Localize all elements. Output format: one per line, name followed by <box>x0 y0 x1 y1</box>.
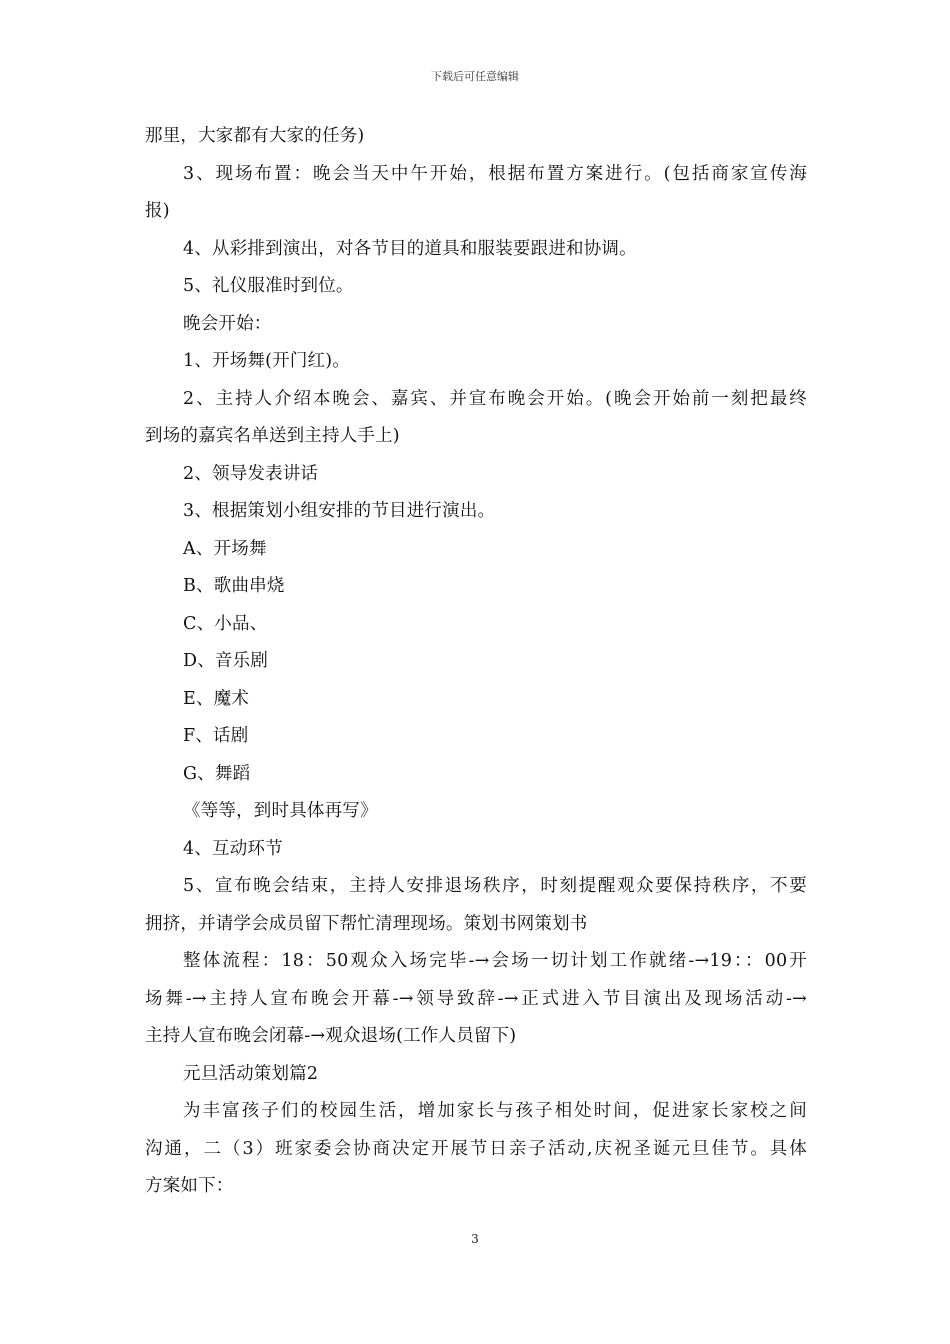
list-item: A、开场舞 <box>183 539 267 559</box>
text-line: 整体流程：18：50观众入场完毕-→会场一切计划工作就绪-→19：：00开 <box>183 951 807 971</box>
list-item: F、话剧 <box>183 726 249 746</box>
text-line: 沟通，二（3）班家委会协商决定开展节日亲子活动,庆祝圣诞元旦佳节。具体 <box>145 1139 807 1159</box>
text-line: 《等等，到时具体再写》 <box>183 801 378 821</box>
text-line: 5、礼仪服准时到位。 <box>183 276 354 296</box>
text-line: 为丰富孩子们的校园生活，增加家长与孩子相处时间，促进家长家校之间 <box>183 1101 807 1121</box>
text-line: 4、互动环节 <box>183 839 283 859</box>
text-line: 1、开场舞(开门红)。 <box>183 351 350 371</box>
text-line: 4、从彩排到演出，对各节目的道具和服装要跟进和协调。 <box>183 239 637 259</box>
list-item: C、小品、 <box>183 614 268 634</box>
text-line: 2、主持人介绍本晚会、嘉宾、并宣布晚会开始。(晚会开始前一刻把最终 <box>183 389 807 409</box>
section-heading: 元旦活动策划篇2 <box>183 1064 319 1084</box>
text-line: 5、宣布晚会结束，主持人安排退场秩序，时刻提醒观众要保持秩序，不要 <box>183 876 807 896</box>
text-line: 拥挤，并请学会成员留下帮忙清理现场。策划书网策划书 <box>145 914 588 934</box>
page-header: 下载后可任意编辑 <box>431 70 519 83</box>
list-item: E、魔术 <box>183 689 250 709</box>
text-line: 那里，大家都有大家的任务) <box>145 126 365 146</box>
text-line: 方案如下： <box>145 1176 234 1196</box>
text-line: 报) <box>145 201 170 221</box>
text-line: 主持人宣布晚会闭幕-→观众退场(工作人员留下) <box>145 1026 517 1046</box>
text-line: 3、现场布置：晚会当天中午开始，根据布置方案进行。(包括商家宣传海 <box>183 164 807 184</box>
section-heading: 晚会开始： <box>183 314 272 334</box>
text-line: 到场的嘉宾名单送到主持人手上) <box>145 426 400 446</box>
text-line: 2、领导发表讲话 <box>183 464 319 484</box>
list-item: D、音乐剧 <box>183 651 269 671</box>
list-item: G、舞蹈 <box>183 764 251 784</box>
page-number: 3 <box>471 1232 479 1246</box>
text-line: 3、根据策划小组安排的节目进行演出。 <box>183 501 496 521</box>
list-item: B、歌曲串烧 <box>183 576 285 596</box>
text-line: 场舞-→主持人宣布晚会开幕-→领导致辞-→正式进入节目演出及现场活动-→ <box>145 989 807 1009</box>
